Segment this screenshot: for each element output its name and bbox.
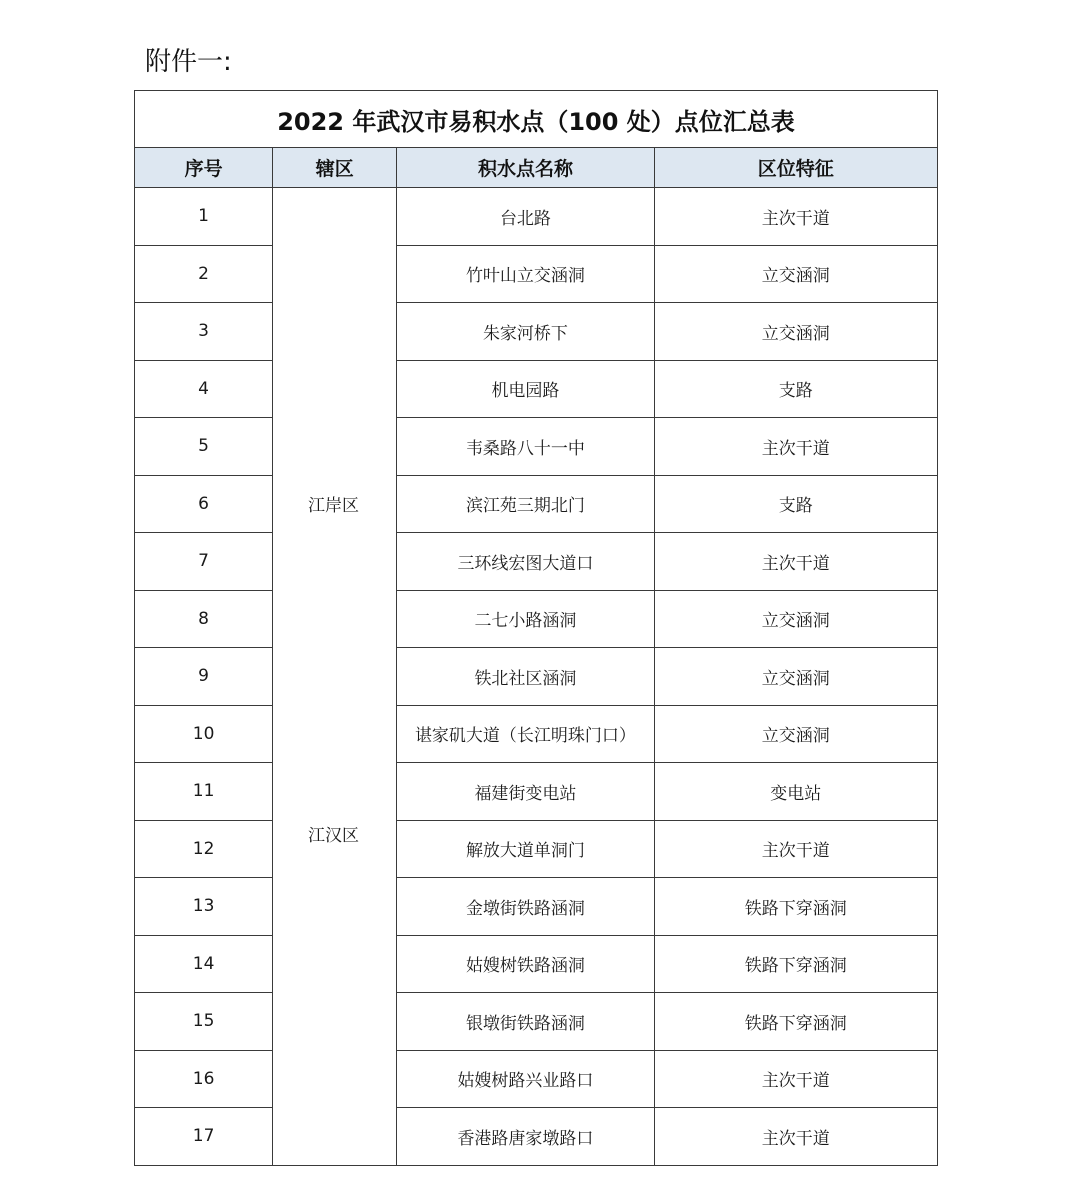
row-seq: 17 xyxy=(135,1108,273,1166)
district-label-jianghan: 江汉区 xyxy=(308,826,359,846)
row-feature: 主次干道 xyxy=(654,1108,937,1166)
table-row xyxy=(135,1108,938,1166)
row-feature: 主次干道 xyxy=(654,1050,937,1108)
row-name: 香港路唐家墩路口 xyxy=(397,1108,654,1166)
row-name: 台北路 xyxy=(397,188,654,246)
row-seq: 9 xyxy=(135,648,273,706)
table-row xyxy=(135,590,938,648)
row-name: 姑嫂树路兴业路口 xyxy=(397,1050,654,1108)
row-name: 韦桑路八十一中 xyxy=(397,418,654,476)
row-feature: 立交涵洞 xyxy=(654,245,937,303)
table-row xyxy=(135,533,938,591)
header-seq: 序号 xyxy=(135,148,273,188)
row-seq: 16 xyxy=(135,1050,273,1108)
row-seq: 13 xyxy=(135,878,273,936)
table-row xyxy=(135,935,938,993)
district-column xyxy=(273,188,397,1166)
district-label-jiangan: 江岸区 xyxy=(308,496,359,516)
table-row xyxy=(135,475,938,533)
table-row xyxy=(135,878,938,936)
row-name: 二七小路涵洞 xyxy=(397,590,654,648)
table-row xyxy=(135,1050,938,1108)
table-header-row xyxy=(135,148,938,188)
row-seq: 14 xyxy=(135,935,273,993)
table-row xyxy=(135,418,938,476)
header-name: 积水点名称 xyxy=(397,148,654,188)
row-feature: 立交涵洞 xyxy=(654,648,937,706)
row-feature: 立交涵洞 xyxy=(654,303,937,361)
row-seq: 6 xyxy=(135,475,273,533)
table-title-row xyxy=(135,91,938,148)
flood-points-table xyxy=(134,90,938,1166)
row-feature: 主次干道 xyxy=(654,188,937,246)
row-feature: 支路 xyxy=(654,360,937,418)
row-feature: 支路 xyxy=(654,475,937,533)
table-title: 2022 年武汉市易积水点（100 处）点位汇总表 xyxy=(135,91,938,148)
row-name: 金墩街铁路涵洞 xyxy=(397,878,654,936)
table-row xyxy=(135,705,938,763)
row-seq: 3 xyxy=(135,303,273,361)
row-feature: 主次干道 xyxy=(654,820,937,878)
table-row xyxy=(135,763,938,821)
table-row xyxy=(135,188,938,246)
row-name: 铁北社区涵洞 xyxy=(397,648,654,706)
row-feature: 主次干道 xyxy=(654,418,937,476)
row-seq: 5 xyxy=(135,418,273,476)
row-seq: 11 xyxy=(135,763,273,821)
row-name: 姑嫂树铁路涵洞 xyxy=(397,935,654,993)
row-seq: 4 xyxy=(135,360,273,418)
row-feature: 变电站 xyxy=(654,763,937,821)
table-row xyxy=(135,245,938,303)
header-district: 辖区 xyxy=(273,148,397,188)
row-seq: 7 xyxy=(135,533,273,591)
row-name: 福建街变电站 xyxy=(397,763,654,821)
row-seq: 1 xyxy=(135,188,273,246)
row-name: 三环线宏图大道口 xyxy=(397,533,654,591)
row-seq: 2 xyxy=(135,245,273,303)
row-feature: 铁路下穿涵洞 xyxy=(654,878,937,936)
row-feature: 立交涵洞 xyxy=(654,590,937,648)
row-seq: 8 xyxy=(135,590,273,648)
row-name: 竹叶山立交涵洞 xyxy=(397,245,654,303)
row-seq: 10 xyxy=(135,705,273,763)
row-name: 滨江苑三期北门 xyxy=(397,475,654,533)
table-row xyxy=(135,820,938,878)
row-name: 机电园路 xyxy=(397,360,654,418)
row-name: 谌家矶大道（长江明珠门口） xyxy=(397,705,654,763)
row-feature: 铁路下穿涵洞 xyxy=(654,993,937,1051)
row-feature: 立交涵洞 xyxy=(654,705,937,763)
table-row xyxy=(135,360,938,418)
row-name: 朱家河桥下 xyxy=(397,303,654,361)
table-row xyxy=(135,993,938,1051)
row-seq: 15 xyxy=(135,993,273,1051)
row-feature: 主次干道 xyxy=(654,533,937,591)
row-name: 银墩街铁路涵洞 xyxy=(397,993,654,1051)
header-feature: 区位特征 xyxy=(654,148,937,188)
attachment-label: 附件一: xyxy=(145,47,232,77)
table-row xyxy=(135,648,938,706)
row-feature: 铁路下穿涵洞 xyxy=(654,935,937,993)
row-seq: 12 xyxy=(135,820,273,878)
table-row xyxy=(135,303,938,361)
row-name: 解放大道单洞门 xyxy=(397,820,654,878)
